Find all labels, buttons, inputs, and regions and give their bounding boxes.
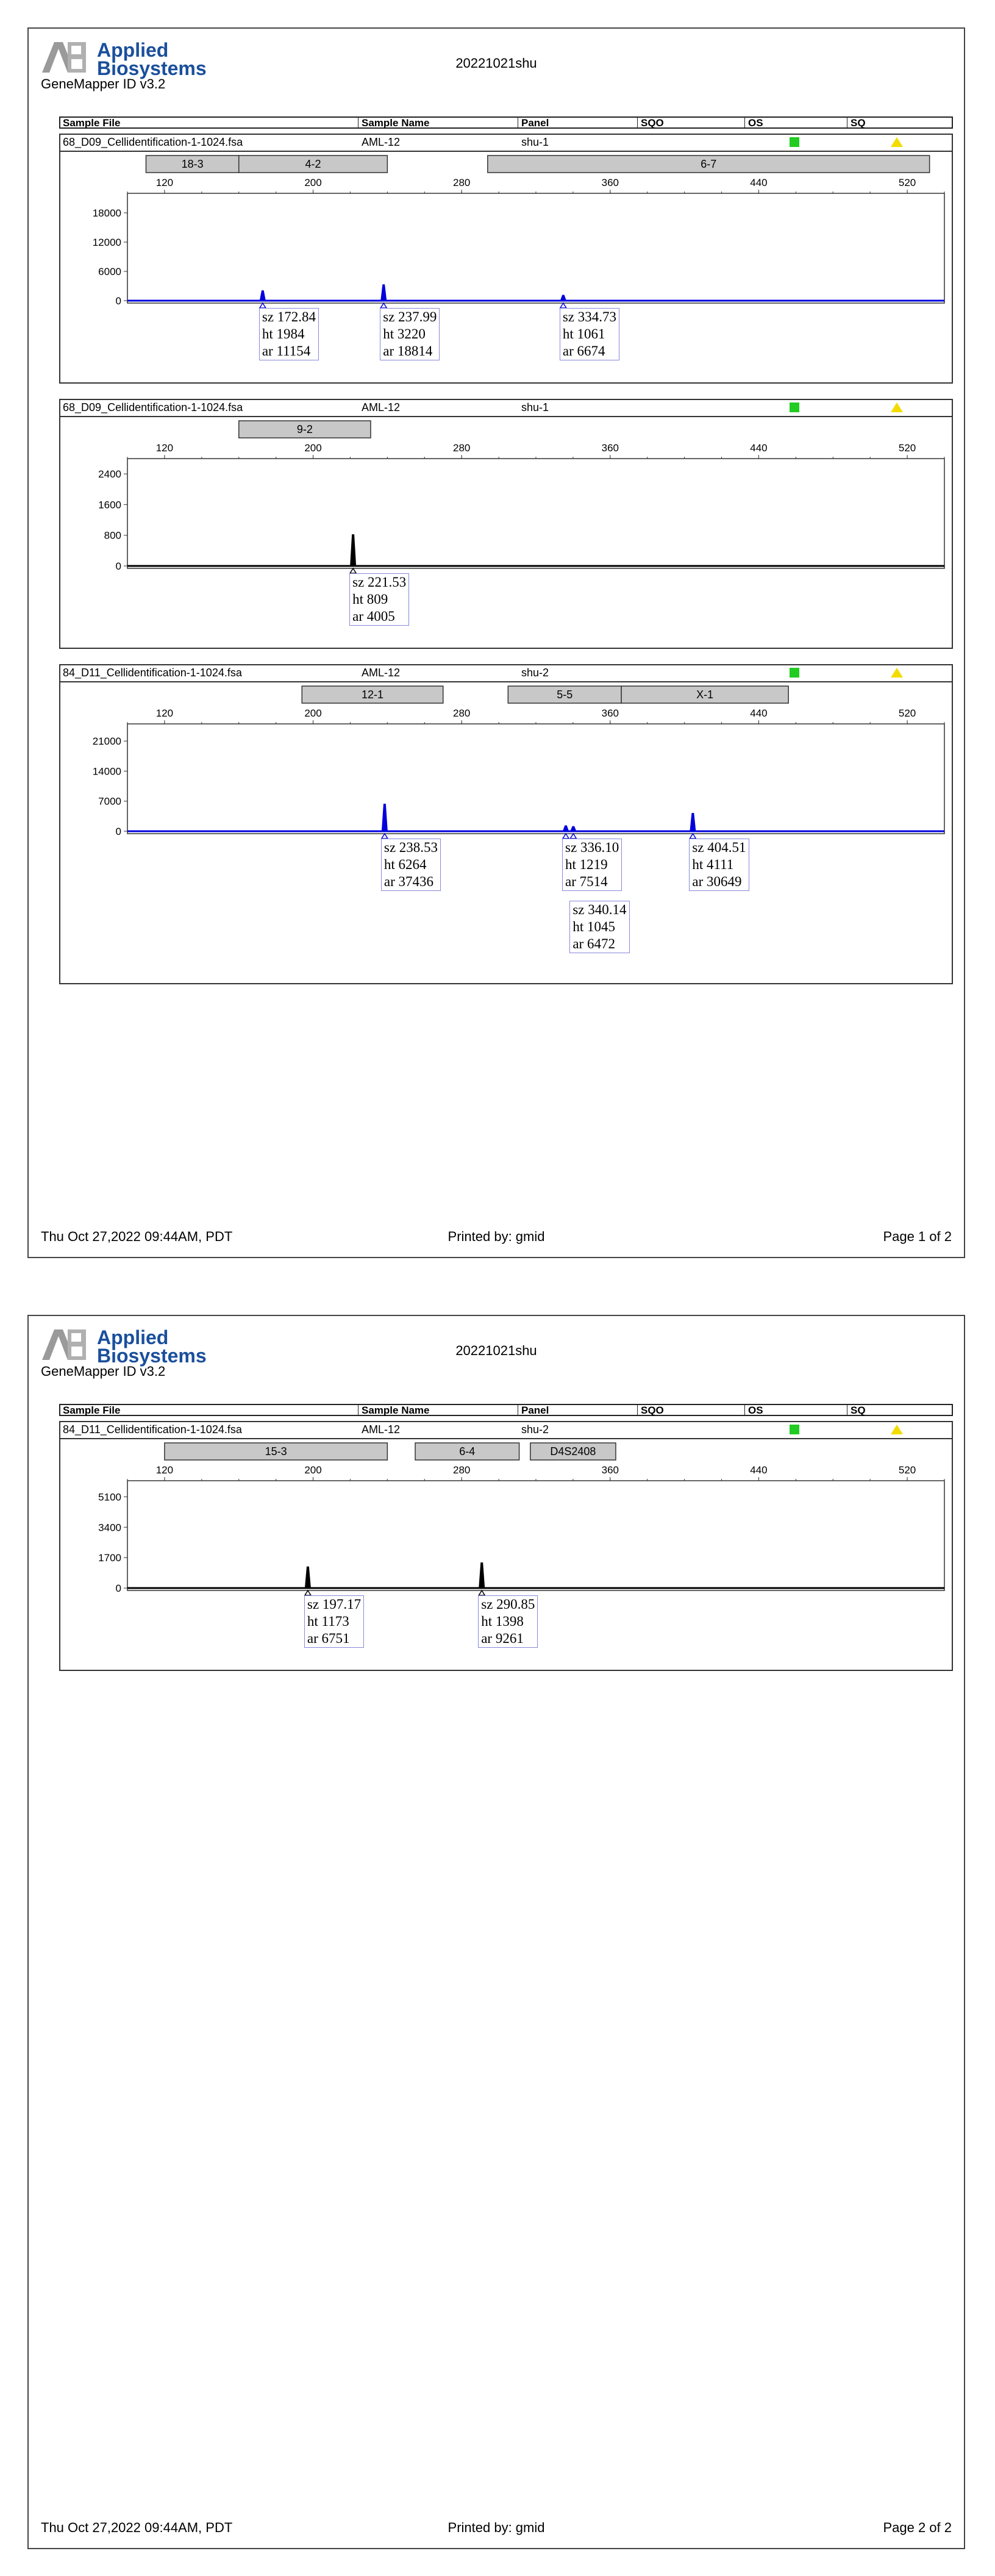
y-tick-label: 0 [115, 295, 121, 307]
peak-label-ht: ht 1173 [307, 1614, 349, 1629]
sample-file: 84_D11_Cellidentification-1-1024.fsa [63, 1423, 242, 1436]
sample-name: AML-12 [362, 667, 401, 679]
peak-label-ar: ar 7514 [565, 874, 608, 889]
header-sample-file: Sample File [63, 1404, 121, 1416]
y-tick-label: 0 [115, 1583, 121, 1594]
x-tick-label: 200 [304, 1464, 322, 1476]
sample-name: AML-12 [362, 136, 401, 148]
peak-label-ar: ar 11154 [262, 343, 311, 359]
y-tick-label: 5100 [98, 1491, 121, 1503]
chart-svg-1 [60, 151, 952, 382]
peak-label [304, 1595, 364, 1648]
sample-name: AML-12 [362, 401, 401, 413]
allele-bin-label: 5-5 [557, 689, 573, 701]
x-tick-label: 200 [304, 442, 322, 454]
x-tick-label: 280 [452, 442, 471, 454]
y-tick-label: 800 [104, 529, 121, 542]
peak-label-ht: ht 1219 [565, 857, 608, 872]
peak-label-ar: ar 9261 [481, 1631, 524, 1646]
peak-label-sz: sz 238.53 [383, 840, 438, 855]
header-sample-file: Sample File [63, 117, 121, 129]
app-name: GeneMapper ID v3.2 [41, 1364, 166, 1379]
header-panel: Panel [521, 1404, 549, 1416]
run-name: 20221021shu [455, 55, 537, 71]
y-tick-label: 7000 [98, 795, 121, 807]
allele-bin [621, 686, 788, 703]
peak-trace [382, 804, 387, 831]
y-tick-label: 18000 [92, 207, 121, 219]
peak-trace [260, 291, 265, 301]
peak-label-ht: ht 3220 [383, 326, 426, 342]
peak-label [569, 901, 629, 953]
os-status-icon [790, 668, 799, 678]
peak-label-ht: ht 1045 [572, 919, 615, 934]
x-tick-label: 520 [898, 1464, 916, 1476]
sample-info-row [60, 400, 952, 417]
allele-bin-label: 9-2 [296, 423, 313, 435]
print-date: Thu Oct 27,2022 09:44AM, PDT [41, 2520, 233, 2535]
peak-label-ht: ht 4111 [692, 857, 734, 872]
peak-label-sz: sz 197.17 [307, 1597, 362, 1612]
header-sq: SQ [851, 1404, 866, 1416]
logo-line-1: Applied [97, 1326, 169, 1348]
peak-label-ar: ar 4005 [352, 609, 395, 624]
printed-by: Printed by: gmid [448, 2520, 545, 2535]
y-tick-label: 3400 [98, 1522, 121, 1534]
peak-marker [690, 834, 696, 839]
panel-name: shu-2 [521, 1423, 549, 1436]
plot-frame [127, 193, 944, 303]
page-footer [41, 2520, 952, 2538]
peak-trace [305, 1567, 310, 1588]
header-sq: SQ [851, 117, 866, 129]
allele-bin [415, 1443, 519, 1460]
peak-label-ht: ht 1984 [262, 326, 305, 342]
peak-marker [350, 568, 356, 573]
peak-label-ar: ar 6674 [562, 343, 605, 359]
peak-label-sz: sz 336.10 [565, 840, 619, 855]
peak-trace [381, 285, 386, 301]
header-sample-name: Sample Name [362, 117, 430, 129]
peak-marker [380, 303, 387, 308]
peak-marker [563, 834, 569, 839]
header-sample-name: Sample Name [362, 1404, 430, 1416]
peak-label-ar: ar 18814 [383, 343, 433, 359]
allele-bin [508, 686, 621, 703]
peak-label-sz: sz 172.84 [262, 309, 316, 324]
allele-bin [146, 156, 238, 173]
allele-bin-label: 6-7 [701, 158, 717, 170]
logo-line-2: Biosystems [97, 57, 207, 79]
peak-trace [690, 814, 695, 831]
plot-frame [127, 1481, 944, 1590]
sample-info-row [60, 1422, 952, 1439]
peak-marker [560, 303, 566, 308]
electropherogram-panel-3 [59, 664, 953, 984]
x-tick-label: 360 [601, 1464, 619, 1476]
printed-by: Printed by: gmid [448, 1229, 545, 1244]
x-tick-label: 440 [750, 1464, 768, 1476]
panel-name: shu-1 [521, 136, 549, 148]
x-tick-label: 200 [304, 177, 322, 188]
page-number: Page 2 of 2 [883, 2520, 952, 2535]
chart-svg-3 [60, 681, 952, 983]
x-tick-label: 360 [601, 707, 619, 719]
allele-bin-label: 12-1 [361, 689, 384, 701]
report-page-2 [27, 1315, 965, 2549]
header-panel: Panel [521, 117, 549, 129]
os-status-icon [790, 1425, 799, 1434]
x-tick-label: 520 [898, 442, 916, 454]
x-tick-label: 280 [452, 707, 471, 719]
header-sqo: SQO [641, 117, 664, 129]
panel-name: shu-1 [521, 401, 549, 413]
x-tick-label: 200 [304, 707, 322, 719]
allele-bin-label: 4-2 [305, 158, 321, 170]
allele-bin-label: 18-3 [181, 158, 204, 170]
chart-svg-2 [60, 416, 952, 648]
allele-bin-label: 15-3 [265, 1445, 287, 1458]
y-tick-label: 14000 [92, 765, 121, 778]
x-tick-label: 440 [750, 177, 768, 188]
y-tick-label: 0 [115, 560, 121, 572]
allele-bin-label: D4S2408 [550, 1445, 596, 1458]
peak-label-ht: ht 6264 [383, 857, 427, 872]
allele-bin-label: X-1 [696, 689, 714, 701]
app-name: GeneMapper ID v3.2 [41, 76, 166, 91]
x-tick-label: 360 [601, 442, 619, 454]
x-tick-label: 120 [155, 177, 174, 188]
allele-bin [302, 686, 443, 703]
y-tick-label: 6000 [98, 266, 121, 277]
logo-line-1: Applied [97, 39, 169, 61]
page-number: Page 1 of 2 [883, 1229, 952, 1244]
x-tick-label: 280 [452, 1464, 471, 1476]
y-tick-label: 1600 [98, 499, 121, 511]
allele-bin [165, 1443, 387, 1460]
peak-label [478, 1595, 538, 1648]
electropherogram-panel-2 [59, 399, 953, 649]
peak-label-ht: ht 809 [352, 592, 388, 607]
peak-label-ar: ar 37436 [383, 874, 433, 889]
allele-bin-label: 6-4 [459, 1445, 476, 1458]
sq-warning-icon [891, 668, 903, 678]
y-tick-label: 12000 [92, 237, 121, 248]
peak-marker [260, 303, 266, 308]
plot-frame [127, 459, 944, 568]
os-status-icon [790, 402, 799, 412]
sample-file: 68_D09_Cellidentification-1-1024.fsa [63, 401, 243, 413]
allele-bin [239, 156, 388, 173]
x-tick-label: 520 [898, 177, 916, 188]
print-date: Thu Oct 27,2022 09:44AM, PDT [41, 1229, 233, 1244]
peak-label-ht: ht 1061 [562, 326, 605, 342]
page-footer [41, 1229, 952, 1247]
peak-label [689, 839, 749, 891]
sq-warning-icon [891, 1425, 903, 1434]
peak-trace [561, 296, 566, 301]
x-tick-label: 120 [155, 1464, 174, 1476]
y-tick-label: 2400 [98, 468, 121, 481]
peak-label [380, 308, 440, 360]
run-name: 20221021shu [455, 1343, 537, 1358]
peak-label [562, 839, 622, 891]
logo-line-2: Biosystems [97, 1345, 207, 1367]
y-tick-label: 0 [115, 826, 121, 837]
x-tick-label: 520 [898, 707, 916, 719]
peak-label-ar: ar 30649 [692, 874, 742, 889]
os-status-icon [790, 137, 799, 147]
peak-trace [571, 827, 576, 831]
peak-trace [351, 535, 355, 566]
x-tick-label: 440 [750, 707, 768, 719]
header-sqo: SQO [641, 1404, 664, 1416]
peak-label-sz: sz 334.73 [562, 309, 617, 324]
peak-label [560, 308, 619, 360]
column-header-row [59, 116, 953, 129]
x-tick-label: 120 [155, 707, 174, 719]
peak-label-sz: sz 404.51 [692, 840, 746, 855]
header-os: OS [748, 117, 763, 129]
peak-label [349, 573, 409, 626]
sample-file: 84_D11_Cellidentification-1-1024.fsa [63, 667, 242, 679]
x-tick-label: 120 [155, 442, 174, 454]
report-page-1 [27, 27, 965, 1258]
column-header-row [59, 1404, 953, 1416]
y-tick-label: 21000 [92, 735, 121, 748]
peak-label-sz: sz 290.85 [481, 1597, 535, 1612]
peak-marker [479, 1590, 485, 1595]
panel-name: shu-2 [521, 667, 549, 679]
electropherogram-panel-1 [59, 134, 953, 384]
electropherogram-panel-4 [59, 1421, 953, 1671]
peak-label-sz: sz 221.53 [352, 574, 407, 590]
peak-marker [305, 1590, 311, 1595]
peak-label [259, 308, 319, 360]
sq-warning-icon [891, 402, 903, 412]
peak-label [381, 839, 441, 891]
peak-label-sz: sz 340.14 [572, 902, 627, 917]
peak-marker [382, 834, 388, 839]
x-tick-label: 440 [750, 442, 768, 454]
sample-info-row [60, 135, 952, 152]
allele-bin [239, 421, 371, 438]
peak-label-sz: sz 237.99 [383, 309, 437, 324]
sq-warning-icon [891, 137, 903, 147]
peak-label-ar: ar 6472 [572, 936, 615, 951]
sample-name: AML-12 [362, 1423, 401, 1436]
y-tick-label: 1700 [98, 1552, 121, 1564]
peak-label-ht: ht 1398 [481, 1614, 524, 1629]
allele-bin [488, 156, 930, 173]
x-tick-label: 280 [452, 177, 471, 188]
peak-label-ar: ar 6751 [307, 1631, 350, 1646]
header-os: OS [748, 1404, 763, 1416]
sample-info-row [60, 665, 952, 682]
peak-marker [570, 834, 576, 839]
sample-file: 68_D09_Cellidentification-1-1024.fsa [63, 136, 243, 148]
plot-frame [127, 724, 944, 834]
peak-trace [479, 1563, 484, 1588]
peak-trace [563, 826, 568, 831]
x-tick-label: 360 [601, 177, 619, 188]
allele-bin [530, 1443, 616, 1460]
